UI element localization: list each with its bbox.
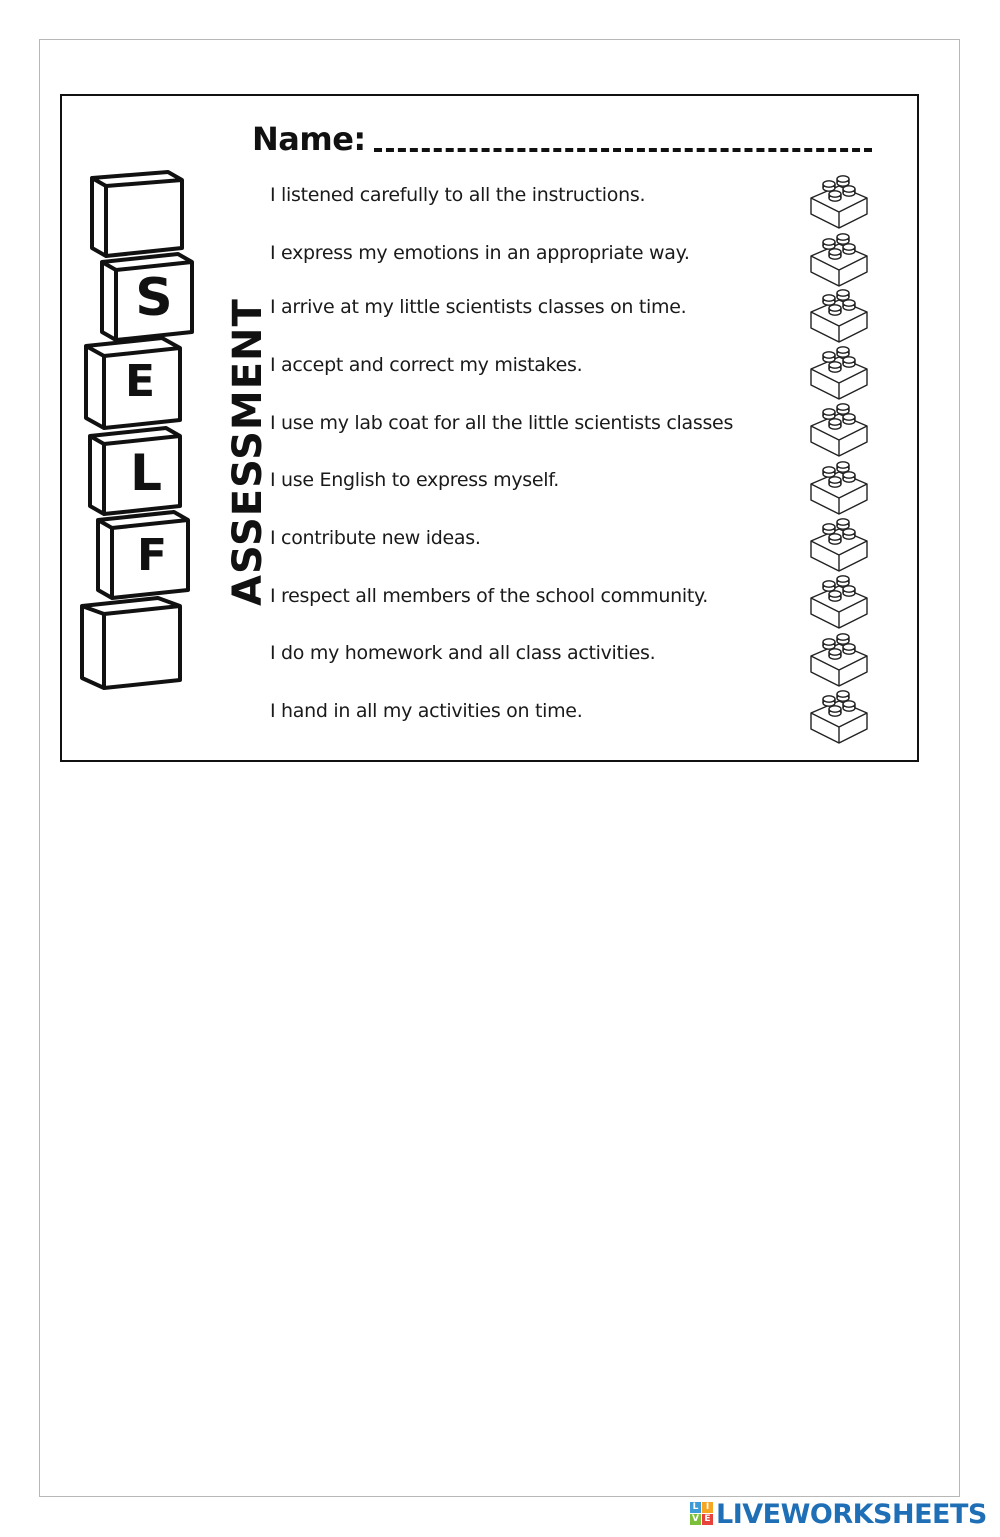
logo-text: LIVEWORKSHEETS	[716, 1498, 987, 1530]
lego-brick-icon[interactable]	[807, 174, 871, 232]
lego-brick-icon[interactable]	[807, 689, 871, 747]
statement-7: I contribute new ideas.	[270, 527, 481, 549]
lego-brick-icon[interactable]	[807, 232, 871, 290]
statement-8: I respect all members of the school community.	[270, 585, 708, 607]
self-assessment-worksheet	[60, 94, 919, 762]
statement-1: I listened carefully to all the instructions.	[270, 184, 646, 206]
statement-4: I accept and correct my mistakes.	[270, 354, 583, 376]
lego-brick-icon[interactable]	[807, 632, 871, 690]
lego-brick-icon[interactable]	[807, 460, 871, 518]
statement-3: I arrive at my little scientists classes on time.	[270, 296, 687, 318]
lego-brick-icon[interactable]	[807, 402, 871, 460]
logo-letter-e: E	[702, 1514, 713, 1525]
logo-letter-i: I	[702, 1502, 713, 1513]
name-label: Name:	[252, 120, 366, 158]
self-letter-e: E	[124, 356, 156, 407]
statement-2: I express my emotions in an appropriate way.	[270, 242, 690, 264]
lego-brick-icon[interactable]	[807, 288, 871, 346]
statement-6: I use English to express myself.	[270, 469, 560, 491]
name-answer-line[interactable]	[374, 148, 872, 152]
assessment-title: ASSESSMENT	[225, 298, 271, 606]
lego-brick-icon[interactable]	[807, 517, 871, 575]
self-letter-l: L	[130, 444, 162, 502]
name-row	[252, 118, 872, 158]
statement-10: I hand in all my activities on time.	[270, 700, 583, 722]
logo-letter-v: V	[690, 1514, 701, 1525]
self-letter-s: S	[135, 268, 173, 328]
liveworksheets-logo[interactable]	[690, 1496, 987, 1532]
statement-9: I do my homework and all class activities.	[270, 642, 656, 664]
lego-brick-icon[interactable]	[807, 574, 871, 632]
logo-mark-icon	[690, 1502, 714, 1526]
self-letter-f: F	[136, 530, 168, 581]
logo-letter-l: L	[690, 1502, 701, 1513]
lego-brick-icon[interactable]	[807, 345, 871, 403]
statement-5: I use my lab coat for all the little scientists classes	[270, 412, 734, 434]
